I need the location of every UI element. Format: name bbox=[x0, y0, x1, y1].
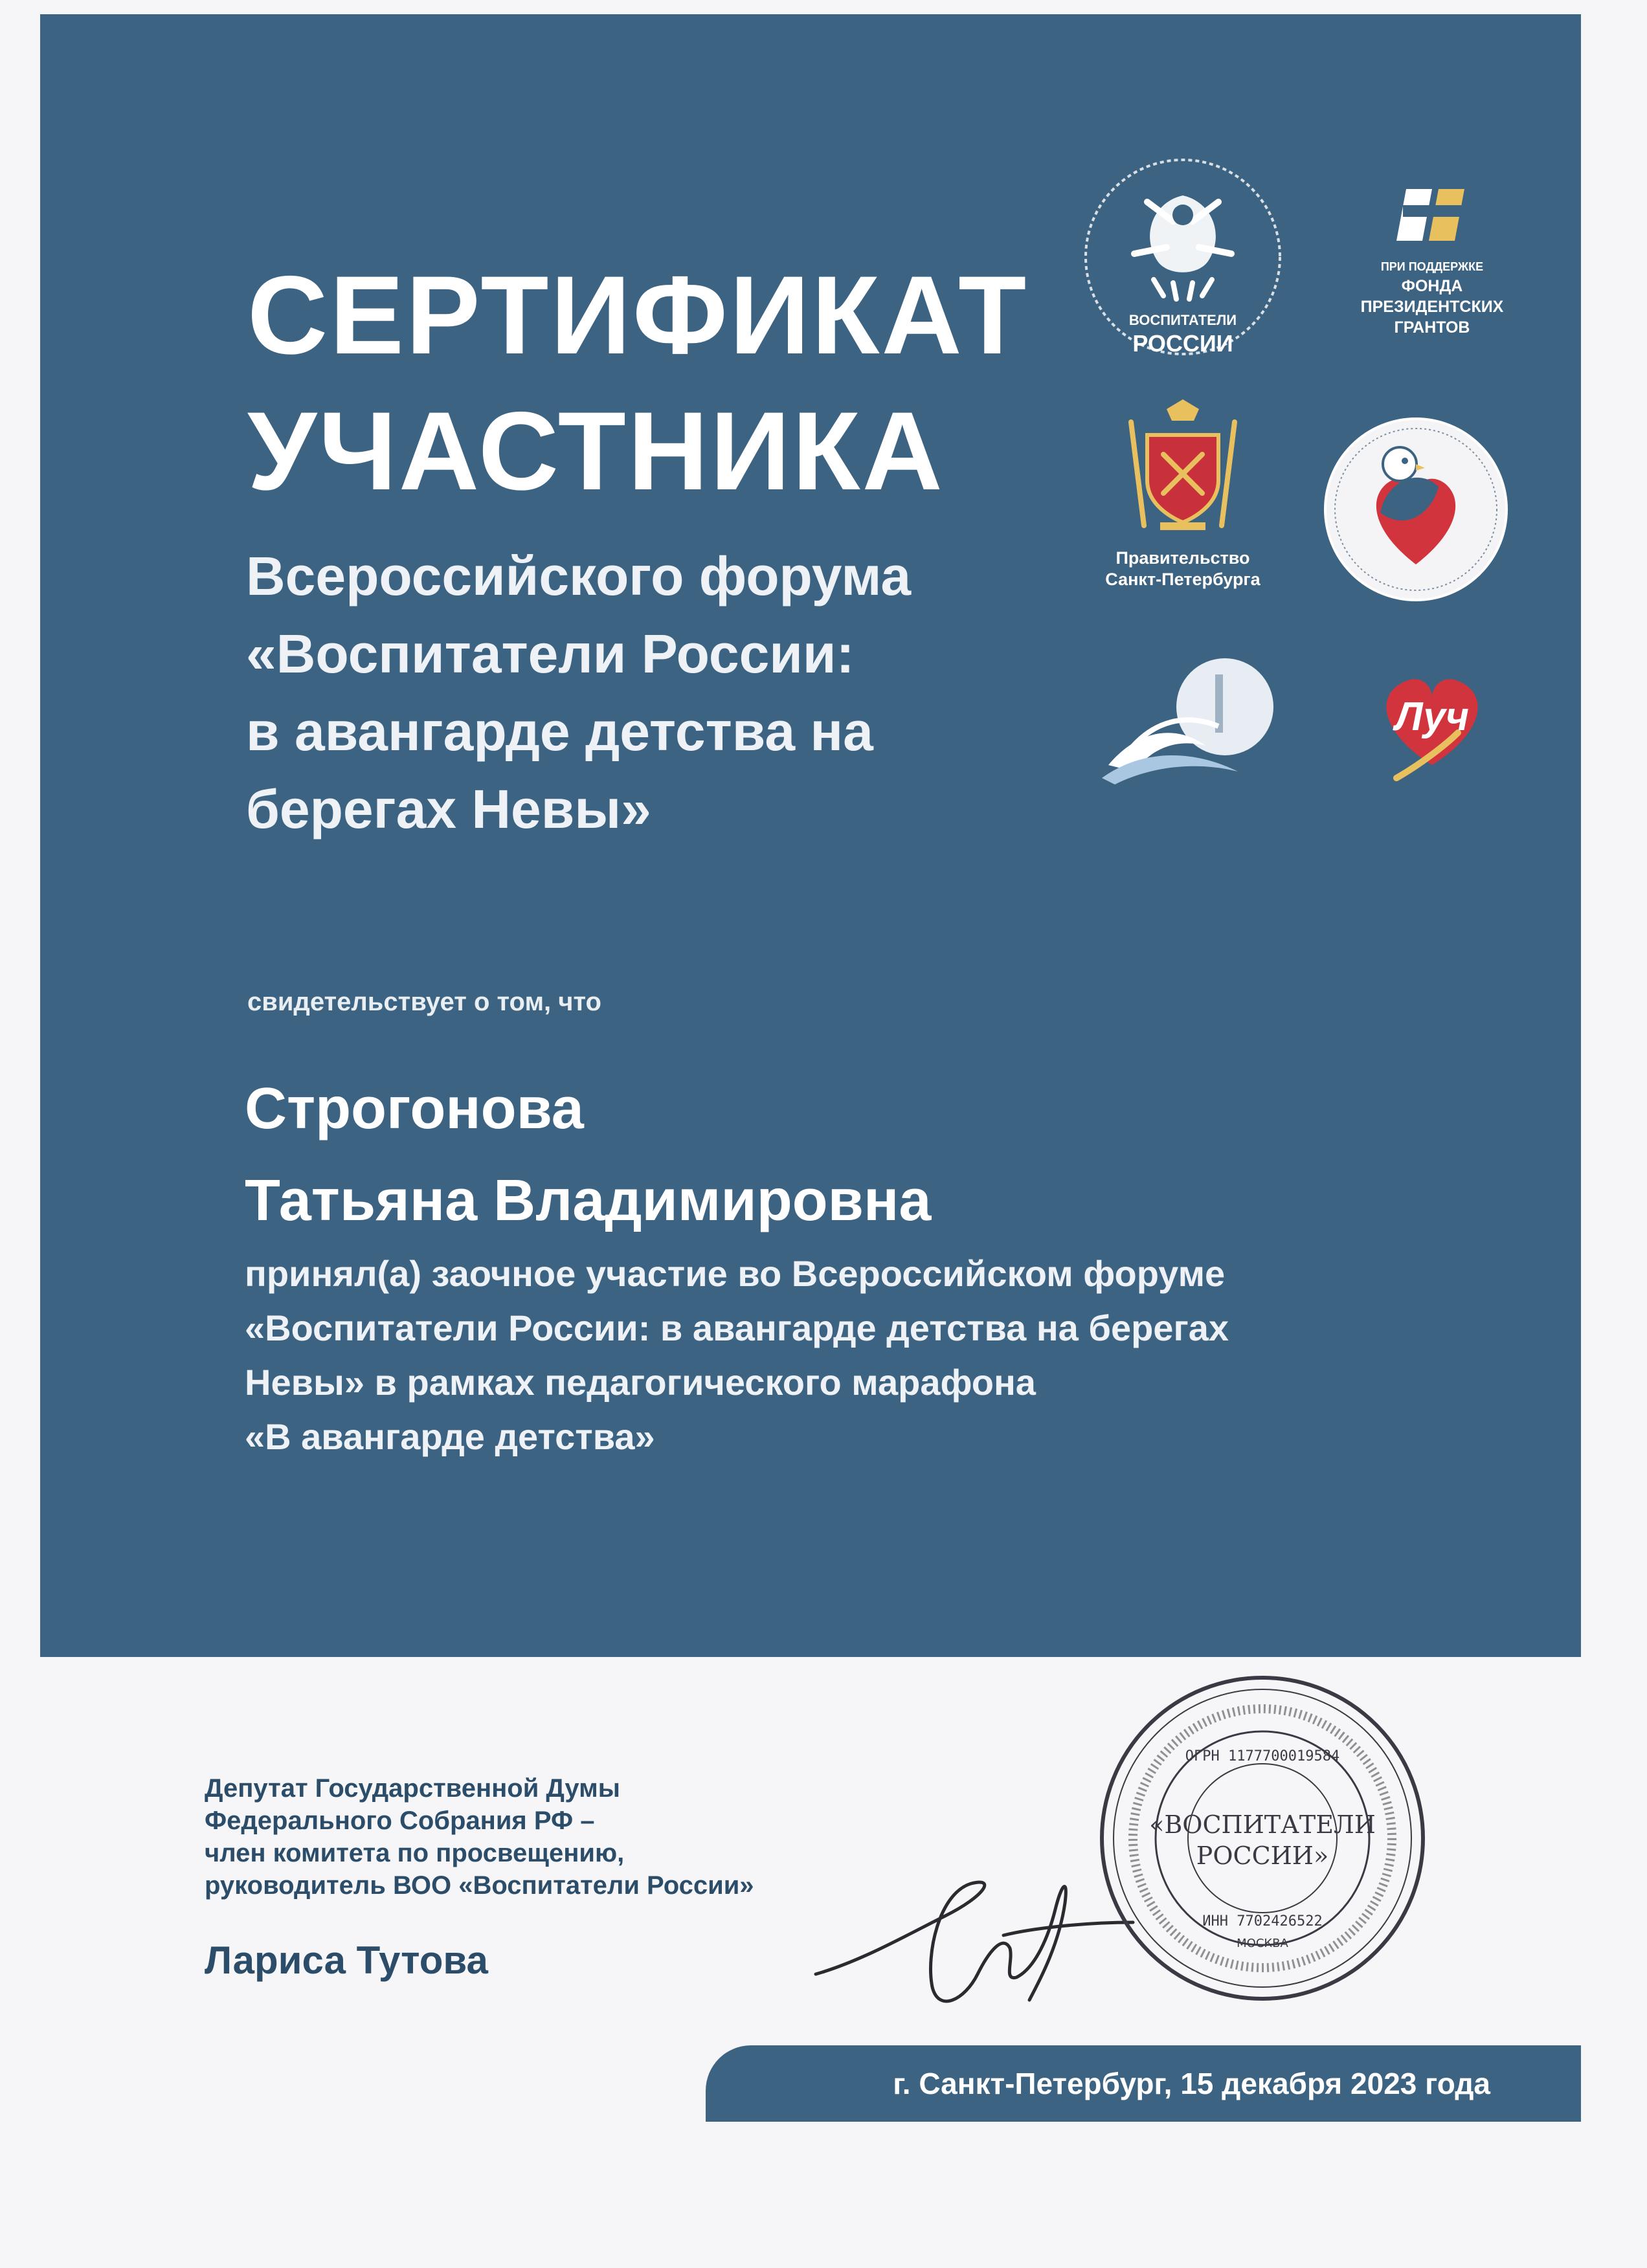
description-line: принял(а) заочное участие во Всероссийском форуме bbox=[245, 1253, 1226, 1294]
signer-position bbox=[205, 1772, 754, 1902]
description-line: Невы» в рамках педагогического марафона bbox=[245, 1362, 1036, 1403]
presidential-grants-fund-logo-icon bbox=[1335, 170, 1529, 351]
title-line-2: УЧАСТНИКА bbox=[247, 389, 945, 513]
forum-line: в авангарде детства на bbox=[246, 701, 873, 762]
place-date-text: г. Санкт-Петербург, 15 декабря 2023 года bbox=[893, 2067, 1490, 2100]
spb-gov-caption-line: Санкт-Петербурга bbox=[1105, 570, 1260, 589]
certificate-panel bbox=[40, 14, 1581, 1657]
spb-gov-caption-line: Правительство bbox=[1115, 548, 1250, 568]
forum-line: «Воспитатели России: bbox=[246, 623, 855, 684]
vospitateli-logo-caption-big: РОССИИ bbox=[1132, 330, 1233, 357]
signer-position-line: член комитета по просвещению, bbox=[205, 1839, 625, 1867]
certifies-text: свидетельствует о том, что bbox=[247, 988, 601, 1016]
signer-position-line: Федерального Собрания РФ – bbox=[205, 1807, 595, 1835]
description-line: «Воспитатели России: в авангарде детства на берегах bbox=[245, 1307, 1229, 1348]
description-line: «В авангарде детства» bbox=[245, 1416, 655, 1457]
luch-logo-icon bbox=[1335, 649, 1529, 791]
signer-name: Лариса Тутова bbox=[205, 1939, 488, 1982]
organization-stamp bbox=[1094, 1670, 1431, 2010]
heart-bird-emblem-icon bbox=[1309, 403, 1523, 616]
spb-government-coat-of-arms-icon bbox=[1076, 396, 1290, 603]
grants-caption-line: ПРИ ПОДДЕРЖКЕ bbox=[1380, 260, 1484, 273]
grants-caption-line: ФОНДА bbox=[1401, 277, 1463, 295]
vospitateli-rossii-logo-icon bbox=[1076, 150, 1290, 364]
signer-position-line: руководитель ВОО «Воспитатели России» bbox=[205, 1871, 754, 1900]
stamp-center-line-1: «ВОСПИТАТЕЛИ bbox=[1149, 1810, 1376, 1839]
title-line-1: СЕРТИФИКАТ bbox=[247, 253, 1029, 377]
stamp-city: МОСКВА bbox=[1237, 1937, 1288, 1950]
stamp-inn: ИНН 7702426522 bbox=[1202, 1913, 1323, 1929]
participant-given-names: Татьяна Владимировна bbox=[245, 1168, 932, 1233]
stamp-ogrn: ОГРН 1177700019584 bbox=[1185, 1748, 1340, 1764]
place-date-banner bbox=[706, 2045, 1581, 2122]
signer-position-line: Депутат Государственной Думы bbox=[205, 1774, 620, 1803]
forum-name bbox=[246, 537, 1055, 848]
luch-logo-text: Луч bbox=[1395, 695, 1469, 739]
certificate-title bbox=[247, 247, 1028, 519]
forum-line: Всероссийского форума bbox=[246, 546, 912, 606]
participant-surname: Строгонова bbox=[245, 1076, 584, 1141]
forum-line: берегах Невы» bbox=[246, 779, 651, 839]
participation-description bbox=[245, 1247, 1229, 1464]
vospitateli-logo-caption-small: ВОСПИТАТЕЛИ bbox=[1128, 312, 1237, 328]
grants-caption-line: ПРЕЗИДЕНТСКИХ bbox=[1360, 298, 1504, 316]
grants-caption-line: ГРАНТОВ bbox=[1394, 318, 1470, 337]
stamp-center-line-2: РОССИИ» bbox=[1196, 1841, 1329, 1870]
neva-waves-logo-icon bbox=[1089, 649, 1303, 791]
participant-name bbox=[245, 1063, 931, 1247]
